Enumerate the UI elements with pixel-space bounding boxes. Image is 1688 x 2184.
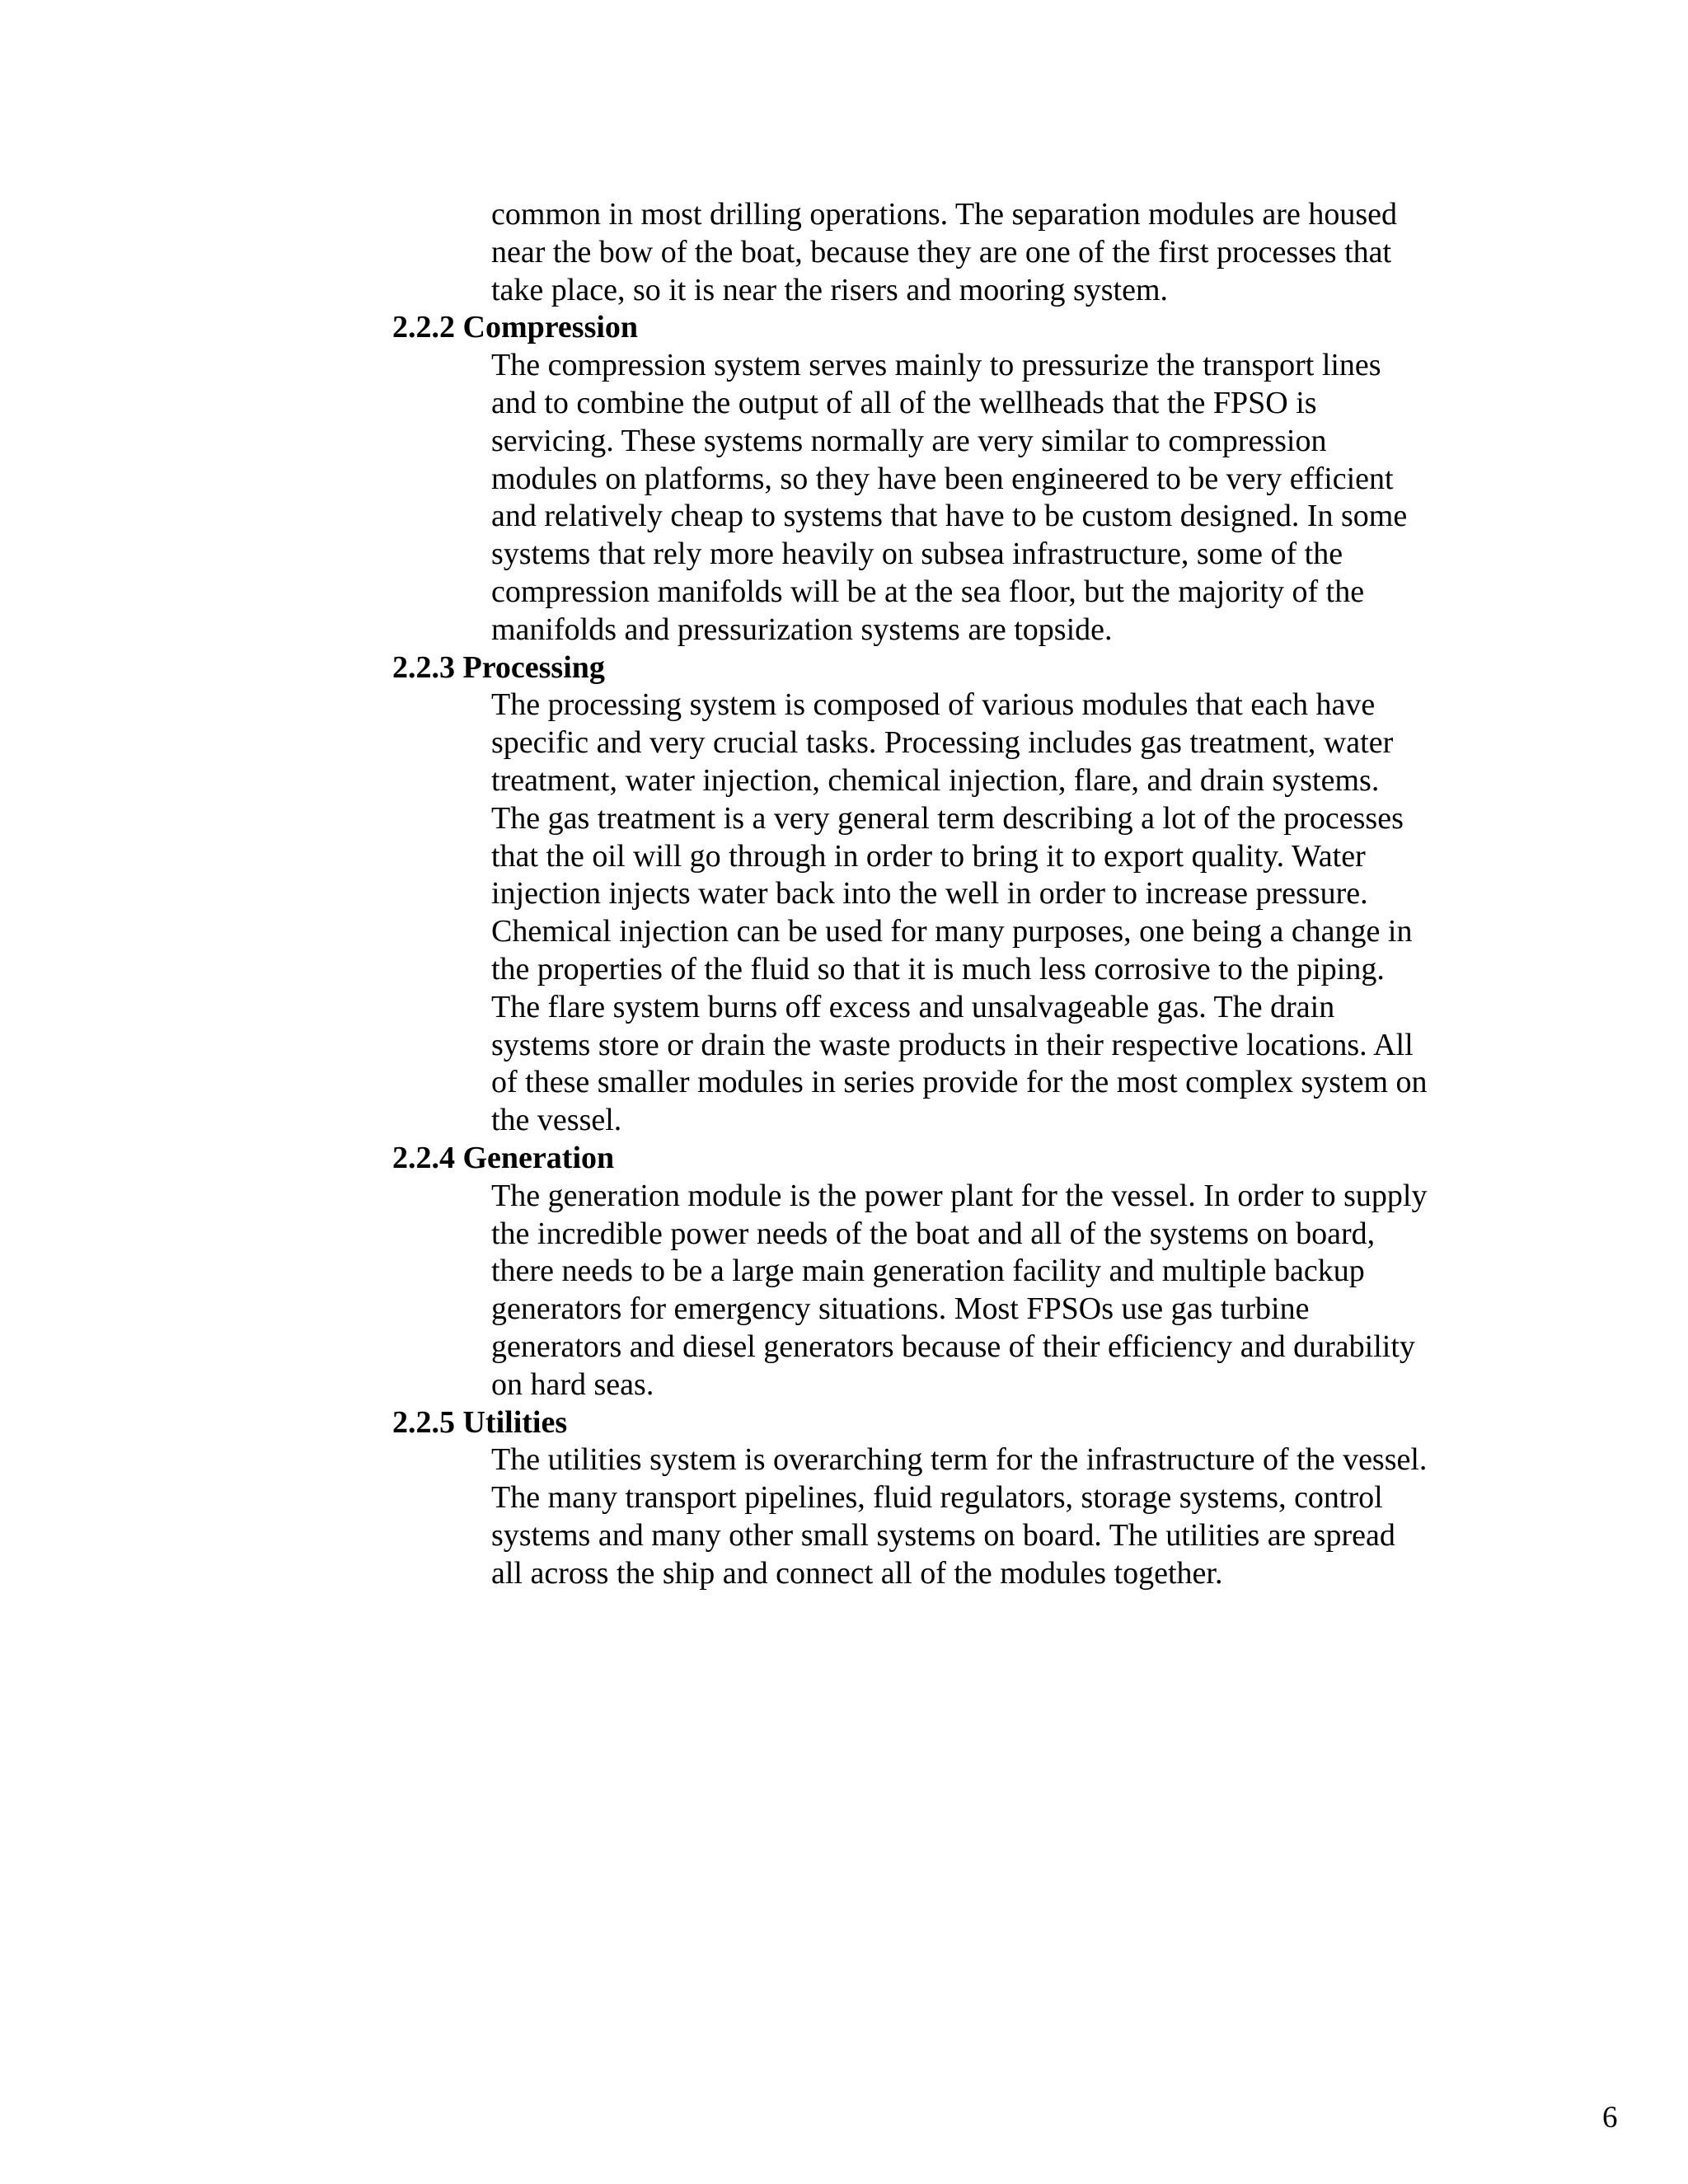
text-line: systems and many other small systems on board. The utilities are spread [491, 1517, 1395, 1553]
text-line: The gas treatment is a very general term describing a lot of the processes [491, 800, 1404, 836]
text-line: treatment, water injection, chemical injection, flare, and drain systems. [491, 762, 1380, 798]
text-line: the vessel. [491, 1103, 622, 1138]
text-line: near the bow of the boat, because they are one of the first processes that [491, 234, 1392, 269]
section-paragraph-compression [491, 347, 1497, 649]
text-line: take place, so it is near the risers and mooring system. [491, 272, 1169, 307]
text-line: on hard seas. [491, 1366, 654, 1402]
text-line: The utilities system is overarching term for the infrastructure of the vessel. [491, 1442, 1428, 1478]
text-line: the properties of the fluid so that it is much less corrosive to the piping. [491, 951, 1385, 987]
text-line: that the oil will go through in order to bring it to export quality. Water [491, 838, 1366, 874]
text-line: The compression system serves mainly to pressurize the transport lines [491, 348, 1381, 383]
text-line: specific and very crucial tasks. Processing includes gas treatment, water [491, 725, 1394, 761]
section-heading-processing: 2.2.3 Processing [392, 649, 605, 685]
text-line: all across the ship and connect all of the modules together. [491, 1555, 1223, 1591]
text-line: servicing. These systems normally are very similar to compression [491, 423, 1327, 458]
section-paragraph-utilities [491, 1441, 1497, 1592]
text-line: The generation module is the power plant for the vessel. In order to supply [491, 1178, 1428, 1213]
text-line: and relatively cheap to systems that have to be custom designed. In some [491, 499, 1408, 534]
text-line: there needs to be a large main generation facility and multiple backup [491, 1254, 1365, 1289]
text-line: generators and diesel generators because of their efficiency and durability [491, 1329, 1415, 1364]
text-line: manifolds and pressurization systems are topside. [491, 612, 1113, 647]
text-line: Chemical injection can be used for many purposes, one being a change in [491, 914, 1413, 949]
page-content [392, 196, 1497, 1592]
section-heading-compression: 2.2.2 Compression [392, 310, 639, 345]
text-line: of these smaller modules in series provide for the most complex system on [491, 1065, 1428, 1100]
text-line: modules on platforms, so they have been engineered to be very efficient [491, 461, 1394, 496]
text-line: compression manifolds will be at the sea floor, but the majority of the [491, 574, 1365, 609]
text-line: systems that rely more heavily on subsea infrastructure, some of the [491, 537, 1343, 572]
text-line: The many transport pipelines, fluid regulators, storage systems, control [491, 1480, 1383, 1516]
text-line: injection injects water back into the well in order to increase pressure. [491, 876, 1368, 912]
text-line: the incredible power needs of the boat and all of the systems on board, [491, 1216, 1376, 1251]
text-line: The processing system is composed of various modules that each have [491, 687, 1376, 723]
section-heading-generation: 2.2.4 Generation [392, 1140, 615, 1175]
text-line: systems store or drain the waste products in their respective locations. All [491, 1027, 1414, 1062]
section-heading-utilities: 2.2.5 Utilities [392, 1404, 568, 1440]
text-line: common in most drilling operations. The separation modules are housed [491, 197, 1397, 232]
intro-paragraph [491, 196, 1497, 309]
section-paragraph-processing [491, 687, 1497, 1140]
text-line: and to combine the output of all of the wellheads that the FPSO is [491, 385, 1317, 420]
page-number: 6 [1602, 2101, 1618, 2135]
text-line: generators for emergency situations. Most FPSOs use gas turbine [491, 1291, 1310, 1327]
text-line: The flare system burns off excess and unsalvageable gas. The drain [491, 989, 1335, 1024]
section-paragraph-generation [491, 1178, 1497, 1404]
